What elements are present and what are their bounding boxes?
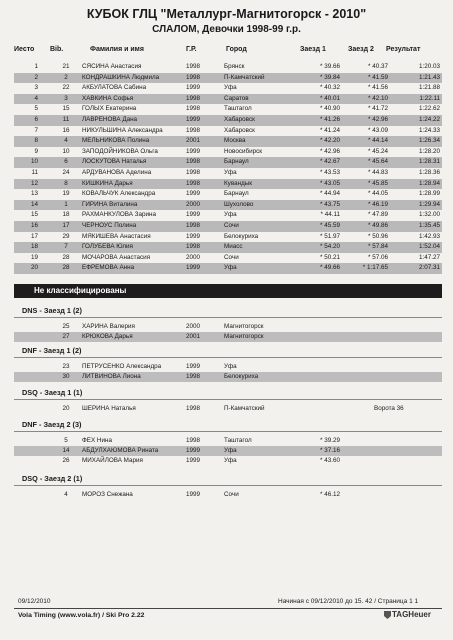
city-cell: Москва — [224, 137, 246, 145]
name-cell: ГОЛУБЕВА Юлия — [82, 243, 133, 251]
city-cell: Уфа — [224, 168, 237, 176]
place-cell: 18 — [30, 243, 38, 251]
run2-cell: * 42.96 — [368, 115, 388, 123]
name-cell: КОВАЛЬЧУК Александра — [82, 190, 156, 198]
result-cell: 1:24.33 — [418, 126, 440, 134]
bib-cell: 23 — [62, 363, 70, 370]
run1-cell: * 39.29 — [320, 437, 340, 444]
run1-cell: * 46.12 — [320, 491, 340, 498]
bib-cell: 28 — [62, 253, 70, 261]
result-cell: 1:24.22 — [418, 115, 440, 123]
bib-cell: 10 — [62, 147, 70, 155]
run1-cell: * 39.66 — [320, 63, 340, 70]
result-cell: 1:22.11 — [419, 94, 440, 102]
bib-cell: 28 — [62, 264, 70, 272]
run1-cell: * 40.90 — [320, 105, 340, 113]
run2-cell: * 44.83 — [368, 168, 388, 176]
year-cell: 1998 — [186, 221, 201, 229]
place-cell: 10 — [30, 158, 38, 166]
run2-cell: * 45.64 — [368, 158, 388, 166]
result-row — [14, 126, 442, 137]
run2-cell: * 1:17.65 — [362, 264, 388, 272]
bib-cell: 29 — [62, 232, 70, 240]
place-cell: 6 — [34, 115, 38, 123]
not-classified-row — [14, 490, 442, 500]
bib-cell: 4 — [64, 491, 68, 498]
result-cell: 1:26.34 — [418, 137, 440, 145]
not-classified-row — [14, 372, 442, 382]
place-cell: 9 — [34, 147, 38, 155]
place-cell: 2 — [34, 73, 38, 81]
run1-cell: * 41.24 — [320, 126, 340, 134]
col-run2: Заезд 2 — [348, 46, 374, 53]
city-cell: П-Камчатский — [224, 405, 265, 412]
col-name: Фамилия и имя — [90, 46, 144, 53]
result-row — [14, 115, 442, 126]
city-cell: Барнаул — [224, 158, 249, 166]
bib-cell: 21 — [62, 63, 70, 70]
bib-cell: 22 — [62, 84, 70, 92]
place-cell: 3 — [34, 84, 38, 92]
result-cell: 1:29.94 — [418, 200, 440, 208]
col-result: Результат — [386, 46, 421, 53]
run1-cell: * 42.20 — [320, 137, 340, 145]
bib-cell: 1 — [64, 200, 68, 208]
bib-cell: 27 — [62, 333, 70, 340]
run1-cell: * 39.84 — [320, 73, 340, 81]
result-row — [14, 168, 442, 179]
not-classified-row — [14, 456, 442, 466]
result-cell: 1:22.62 — [418, 105, 440, 113]
run1-cell: * 51.97 — [320, 232, 340, 240]
tagheuer-logo — [392, 610, 431, 619]
city-cell: Уфа — [224, 264, 237, 272]
run2-cell: * 47.89 — [368, 211, 388, 219]
city-cell: Кувандык — [224, 179, 253, 187]
name-cell: КРЮКОВА Дарья — [82, 333, 133, 340]
name-cell: ЛИТВИНОВА Лиона — [82, 373, 141, 380]
name-cell: ГОЛЫХ Екатерина — [82, 105, 137, 113]
place-cell: 14 — [30, 200, 38, 208]
result-cell: 1:35.45 — [418, 221, 440, 229]
year-cell: 1998 — [186, 437, 201, 444]
result-cell: 1:20.03 — [418, 63, 440, 70]
run2-cell: * 42.10 — [368, 94, 388, 102]
city-cell: Таштагол — [224, 105, 252, 113]
section-title: DNS - Заезд 1 (2) — [22, 306, 82, 315]
run1-cell: * 44.11 — [320, 211, 340, 219]
result-row — [14, 62, 442, 73]
name-cell: МОРОЗ Снежана — [82, 491, 133, 498]
city-cell: Новосибирск — [224, 147, 263, 155]
place-cell: 15 — [30, 211, 38, 219]
name-cell: ФЕХ Нина — [82, 437, 112, 444]
bib-cell: 2 — [64, 73, 68, 81]
year-cell: 1998 — [186, 73, 201, 81]
document-title: КУБОК ГЛЦ "Металлург-Магнитогорск - 2010" — [86, 7, 367, 21]
name-cell: РАХМАНКУЛОВА Зарина — [82, 211, 156, 219]
name-cell: МИХАЙЛОВА Мария — [82, 457, 143, 464]
section-divider — [14, 357, 442, 358]
place-cell: 20 — [30, 264, 38, 272]
section-title: DSQ - Заезд 1 (1) — [22, 388, 83, 397]
shield-icon — [384, 611, 391, 619]
city-cell: Хабаровск — [224, 115, 255, 123]
bib-cell: 11 — [62, 115, 70, 123]
section-title: DNF - Заезд 2 (3) — [22, 420, 82, 429]
not-classified-row — [14, 446, 442, 456]
col-run1: Заезд 1 — [300, 46, 326, 53]
footer-divider — [14, 608, 442, 609]
year-cell: 1998 — [186, 168, 201, 176]
run2-cell: * 44.14 — [368, 137, 388, 145]
year-cell: 1999 — [186, 232, 201, 240]
col-bib: Bib. — [50, 46, 64, 53]
result-cell: 1:28.36 — [418, 168, 440, 176]
city-cell: П-Камчатский — [224, 73, 265, 81]
city-cell: Магнитогорск — [224, 323, 264, 330]
section-title: DNF - Заезд 1 (2) — [22, 346, 82, 355]
place-cell: 17 — [30, 232, 38, 240]
year-cell: 1999 — [186, 491, 201, 498]
year-cell: 1998 — [186, 243, 201, 251]
year-cell: 1998 — [186, 373, 201, 380]
bib-cell: 19 — [62, 190, 70, 198]
year-cell: 1999 — [186, 84, 201, 92]
place-cell: 7 — [34, 126, 38, 134]
place-cell: 8 — [34, 137, 38, 145]
name-cell: СЯСИНА Анастасия — [82, 63, 142, 70]
city-cell: Уфа — [224, 363, 237, 370]
city-cell: Сочи — [224, 253, 239, 261]
result-cell: 1:52.04 — [418, 243, 440, 251]
city-cell: Миасс — [224, 243, 243, 251]
run1-cell: * 49.66 — [320, 264, 340, 272]
run2-cell: * 45.24 — [368, 147, 388, 155]
year-cell: 2000 — [186, 323, 201, 330]
city-cell: Сочи — [224, 491, 239, 498]
result-cell: 1:28.99 — [418, 190, 440, 198]
run1-cell: * 50.21 — [320, 253, 340, 261]
column-header-row — [14, 46, 442, 58]
result-row — [14, 221, 442, 232]
section-divider — [14, 317, 442, 318]
result-row — [14, 242, 442, 253]
section-divider — [14, 431, 442, 432]
run1-cell: * 43.53 — [320, 168, 340, 176]
result-row — [14, 179, 442, 190]
city-cell: Саратов — [224, 94, 249, 102]
section-title: DSQ - Заезд 2 (1) — [22, 474, 83, 483]
bib-cell: 24 — [62, 168, 70, 176]
bib-cell: 17 — [62, 221, 70, 229]
year-cell: 2001 — [186, 137, 201, 145]
place-cell: 11 — [31, 168, 38, 176]
bib-cell: 4 — [64, 137, 68, 145]
section-divider — [14, 399, 442, 400]
name-cell: ШЕРИНА Наталья — [82, 405, 136, 412]
city-cell: Хабаровск — [224, 126, 255, 134]
run2-cell: * 57.06 — [368, 253, 388, 261]
run2-cell: * 49.86 — [368, 221, 388, 229]
name-cell: ЧЕРНОУС Полина — [82, 221, 137, 229]
year-cell: 1998 — [186, 63, 201, 70]
year-cell: 1998 — [186, 105, 201, 113]
name-cell: ЕФРЕМОВА Анна — [82, 264, 135, 272]
name-cell: ЗАПОДОЙНИКОВА Ольга — [82, 147, 158, 155]
result-row — [14, 210, 442, 221]
run1-cell: * 43.05 — [320, 179, 340, 187]
col-year: Г.Р. — [186, 46, 197, 53]
result-row — [14, 147, 442, 158]
not-classified-row — [14, 362, 442, 372]
run1-cell: * 43.60 — [320, 457, 340, 464]
year-cell: 1999 — [186, 190, 201, 198]
result-row — [14, 104, 442, 115]
result-row — [14, 263, 442, 274]
result-row — [14, 83, 442, 94]
run2-cell: * 46.19 — [368, 200, 388, 208]
place-cell: 16 — [30, 221, 38, 229]
run1-cell: * 42.96 — [320, 147, 340, 155]
result-cell: 1:28.31 — [418, 158, 440, 166]
run2-cell: * 41.72 — [368, 105, 388, 113]
run2-cell: * 41.59 — [368, 73, 388, 81]
run2-cell: * 50.96 — [368, 232, 388, 240]
year-cell: 1999 — [186, 147, 201, 155]
result-cell: 1:21.43 — [418, 73, 440, 81]
name-cell: КИШКИНА Дарья — [82, 179, 133, 187]
bib-cell: 3 — [64, 94, 68, 102]
result-row — [14, 253, 442, 264]
place-cell: 4 — [34, 94, 38, 102]
not-classified-row — [14, 404, 442, 414]
name-cell: ЛОСКУТОВА Наталья — [82, 158, 147, 166]
year-cell: 2000 — [186, 200, 201, 208]
city-cell: Барнаул — [224, 190, 249, 198]
section-divider — [14, 485, 442, 486]
city-cell: Магнитогорск — [224, 333, 264, 340]
bib-cell: 16 — [62, 126, 70, 134]
name-cell: ХАВКИНА Софья — [82, 94, 134, 102]
not-classified-row — [14, 436, 442, 446]
result-row — [14, 136, 442, 147]
footer-page-info: Начиная с 09/12/2010 до 15. 42 / Страница 1 1 — [278, 598, 419, 605]
result-cell: 1:32.00 — [418, 211, 440, 219]
place-cell: 19 — [30, 253, 38, 261]
bib-cell: 25 — [62, 323, 70, 330]
city-cell: Сочи — [224, 221, 239, 229]
city-cell: Белокуриха — [224, 232, 259, 240]
name-cell: КОНДРАШКИНА Людмила — [82, 73, 160, 81]
place-cell: 13 — [30, 190, 38, 198]
not-classified-row — [14, 332, 442, 342]
name-cell: МЯКИШЕВА Анастасия — [82, 232, 151, 240]
year-cell: 1998 — [186, 94, 201, 102]
run1-cell: * 54.20 — [320, 243, 340, 251]
name-cell: АБДУЛХАЮМОВА Рината — [82, 447, 159, 454]
year-cell: 1998 — [186, 126, 201, 134]
name-cell: МЕЛЬНИКОВА Полина — [82, 137, 150, 145]
run2-cell: * 57.84 — [368, 243, 388, 251]
footer-timing-credit: Vola Timing (www.vola.fr) / Ski Pro 2.22 — [18, 612, 145, 619]
run2-cell: * 41.56 — [368, 84, 388, 92]
place-cell: 1 — [34, 63, 38, 70]
year-cell: 1999 — [186, 457, 201, 464]
name-cell: ХАРИНА Валерия — [82, 323, 135, 330]
run2-cell: * 45.85 — [368, 179, 388, 187]
city-cell: Брянск — [224, 63, 245, 70]
result-row — [14, 73, 442, 84]
run2-cell: * 44.05 — [368, 190, 388, 198]
result-row — [14, 232, 442, 243]
run1-cell: * 45.59 — [320, 221, 340, 229]
city-cell: Шухолово — [224, 200, 254, 208]
result-cell: 2:07.31 — [418, 264, 440, 272]
result-row — [14, 94, 442, 105]
note-cell: Ворота 36 — [374, 405, 404, 412]
run1-cell: * 41.26 — [320, 115, 340, 123]
year-cell: 1999 — [186, 363, 201, 370]
run1-cell: * 40.32 — [320, 84, 340, 92]
year-cell: 2000 — [186, 253, 201, 261]
place-cell: 5 — [34, 105, 38, 113]
bib-cell: 7 — [64, 243, 68, 251]
name-cell: АРДУВАНОВА Аделина — [82, 168, 152, 176]
name-cell: НИКУЛЬШИНА Александра — [82, 126, 163, 134]
bib-cell: 8 — [64, 179, 68, 187]
bib-cell: 15 — [62, 105, 70, 113]
result-cell: 1:42.93 — [418, 232, 440, 240]
name-cell: ПЕТРУСЕНКО Александра — [82, 363, 162, 370]
run1-cell: * 42.67 — [320, 158, 340, 166]
run1-cell: * 37.16 — [320, 447, 340, 454]
year-cell: 1999 — [186, 447, 201, 454]
name-cell: МОЧАРОВА Анастасия — [82, 253, 151, 261]
col-place: Иесто — [14, 46, 35, 53]
result-cell: 1:28.20 — [418, 147, 440, 155]
bib-cell: 6 — [64, 158, 68, 166]
result-row — [14, 189, 442, 200]
year-cell: 2001 — [186, 333, 201, 340]
bib-cell: 5 — [64, 437, 68, 444]
result-row — [14, 200, 442, 211]
year-cell: 1998 — [186, 158, 201, 166]
run1-cell: * 40.01 — [320, 94, 340, 102]
bib-cell: 18 — [62, 211, 70, 219]
not-classified-row — [14, 322, 442, 332]
result-row — [14, 157, 442, 168]
year-cell: 1998 — [186, 405, 201, 412]
place-cell: 12 — [30, 179, 38, 187]
year-cell: 1999 — [186, 264, 201, 272]
bib-cell: 30 — [62, 373, 70, 380]
col-city: Город — [226, 46, 247, 53]
bib-cell: 14 — [62, 447, 70, 454]
city-cell: Уфа — [224, 84, 237, 92]
not-classified-banner: Не классифицированы — [14, 284, 442, 298]
results-table — [14, 62, 442, 274]
name-cell: АКБУЛАТОВА Сабина — [82, 84, 147, 92]
year-cell: 1998 — [186, 179, 201, 187]
result-cell: 1:47.27 — [418, 253, 440, 261]
city-cell: Белокуриха — [224, 373, 259, 380]
city-cell: Уфа — [224, 447, 237, 454]
logo-text: TAGHeuer — [392, 610, 431, 619]
bib-cell: 26 — [62, 457, 70, 464]
result-cell: 1:21.88 — [418, 84, 440, 92]
footer-date: 09/12/2010 — [18, 598, 51, 605]
run1-cell: * 43.75 — [320, 200, 340, 208]
run2-cell: * 43.09 — [368, 126, 388, 134]
run1-cell: * 44.94 — [320, 190, 340, 198]
city-cell: Таштагол — [224, 437, 252, 444]
year-cell: 1999 — [186, 211, 201, 219]
run2-cell: * 40.37 — [368, 63, 388, 70]
result-cell: 1:28.94 — [418, 179, 440, 187]
name-cell: ЛАВРЕНОВА Дана — [82, 115, 138, 123]
city-cell: Уфа — [224, 457, 237, 464]
name-cell: ГИРИНА Виталина — [82, 200, 138, 208]
document-subtitle: СЛАЛОМ, Девочки 1998-99 г.р. — [152, 24, 301, 35]
year-cell: 1999 — [186, 115, 201, 123]
city-cell: Уфа — [224, 211, 237, 219]
bib-cell: 20 — [62, 405, 70, 412]
